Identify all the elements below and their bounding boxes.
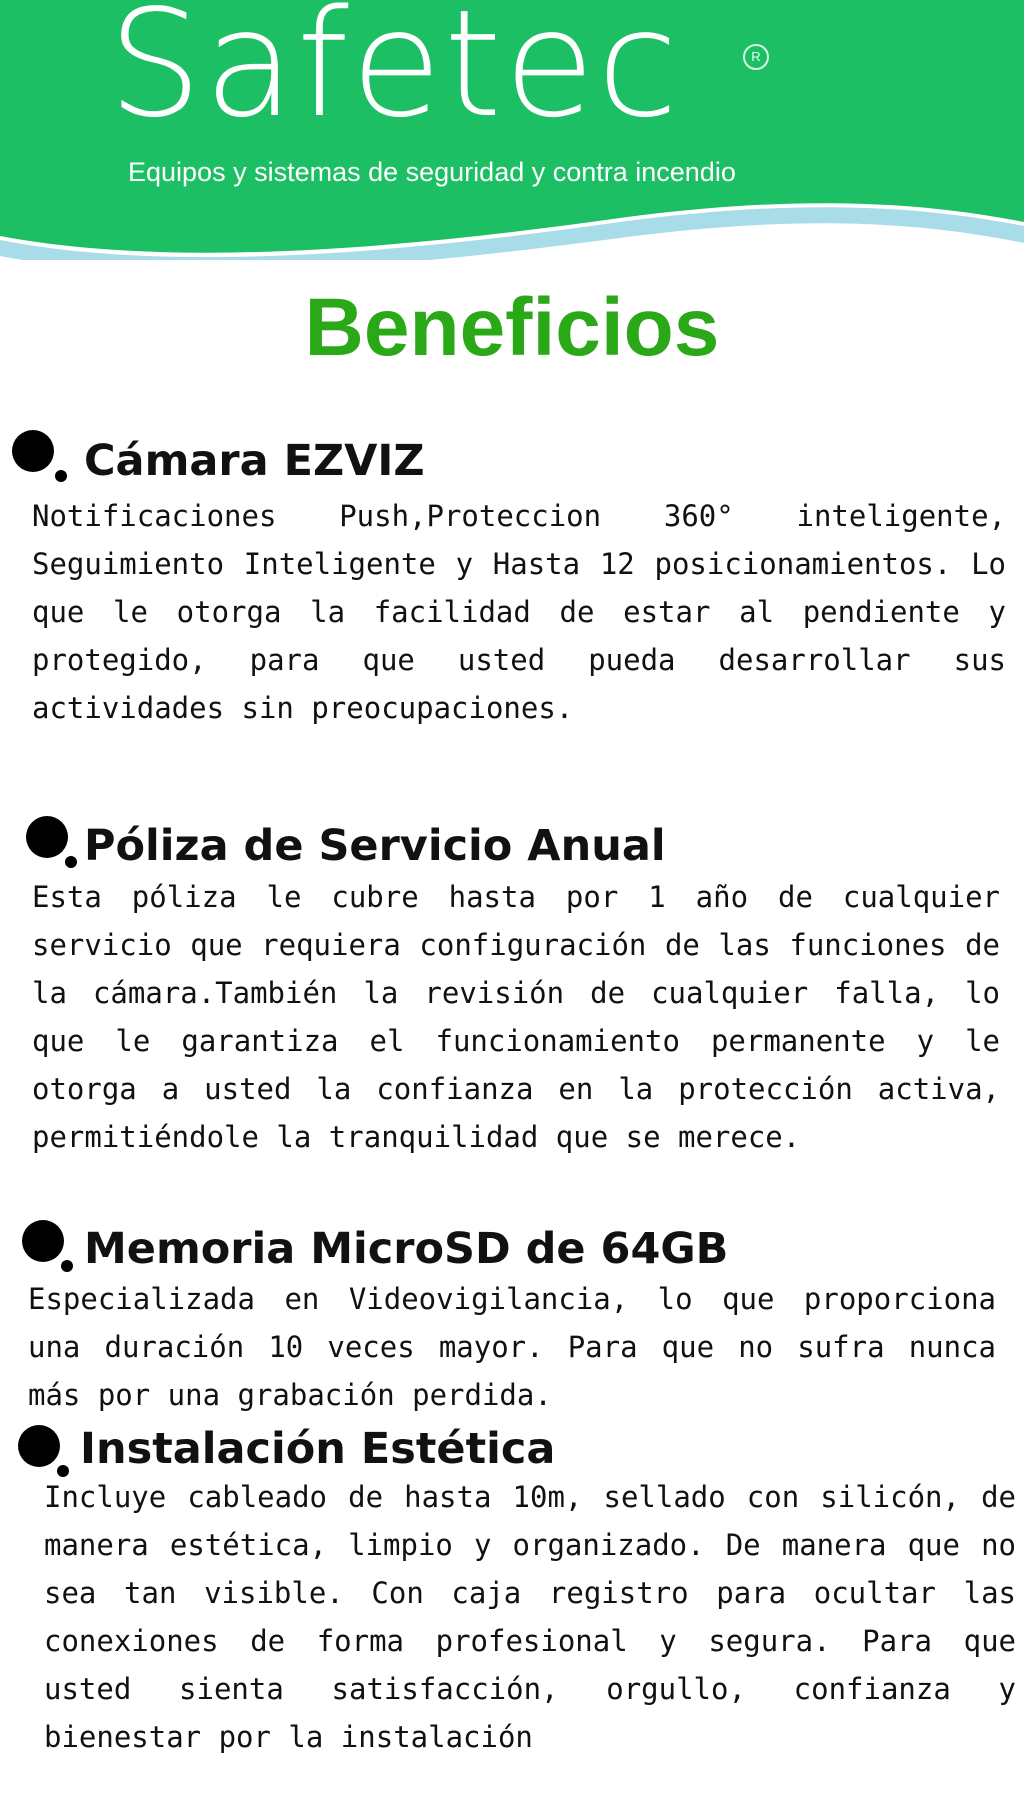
section-heading: Instalación Estética <box>80 1424 556 1474</box>
bullet-icon <box>18 1425 60 1467</box>
registered-mark-icon: R <box>743 44 769 70</box>
brand-tagline: Equipos y sistemas de seguridad y contra incendio <box>128 157 736 187</box>
section-heading: Póliza de Servicio Anual <box>84 821 666 871</box>
bullet-dot-icon <box>55 470 67 482</box>
section-body: Incluye cableado de hasta 10m, sellado con silicón, de manera estética, limpio y organizado. De manera que no sea tan visible. Con caja registro para ocultar las conexiones de forma profesional y segura. Para que usted sienta satisfacción, orgullo, confianza y bienestar por la instalación <box>44 1480 1016 1754</box>
bullet-dot-icon <box>65 856 77 868</box>
bullet-dot-icon <box>61 1260 73 1272</box>
bullet-icon <box>22 1220 64 1262</box>
section-heading: Cámara EZVIZ <box>84 436 425 486</box>
bullet-icon <box>26 816 68 858</box>
section-body: Especializada en Videovigilancia, lo que proporciona una duración 10 veces mayor. Para que no sufra nunca más por una grabación perdida. <box>28 1282 996 1412</box>
page-title: Beneficios <box>304 282 720 373</box>
bullet-icon <box>12 430 54 472</box>
header-banner <box>0 0 1024 260</box>
brand-logo-text: Safetec <box>108 0 681 150</box>
section-heading: Memoria MicroSD de 64GB <box>84 1224 729 1274</box>
section-body: Esta póliza le cubre hasta por 1 año de cualquier servicio que requiera configuración de las funciones de la cámara.También la revisión de cualquier falla, lo que le garantiza el funcionamiento permanente y le otorga a usted la confianza en la protección activa, permitiéndole la tranquilidad que se merece. <box>32 880 1000 1154</box>
section-body: Notificaciones Push,Proteccion 360° inteligente, Seguimiento Inteligente y Hasta 12 posicionamientos. Lo que le otorga la facilidad de estar al pendiente y protegido, para que usted pueda desarrollar sus actividades sin preocupaciones. <box>32 499 1006 725</box>
